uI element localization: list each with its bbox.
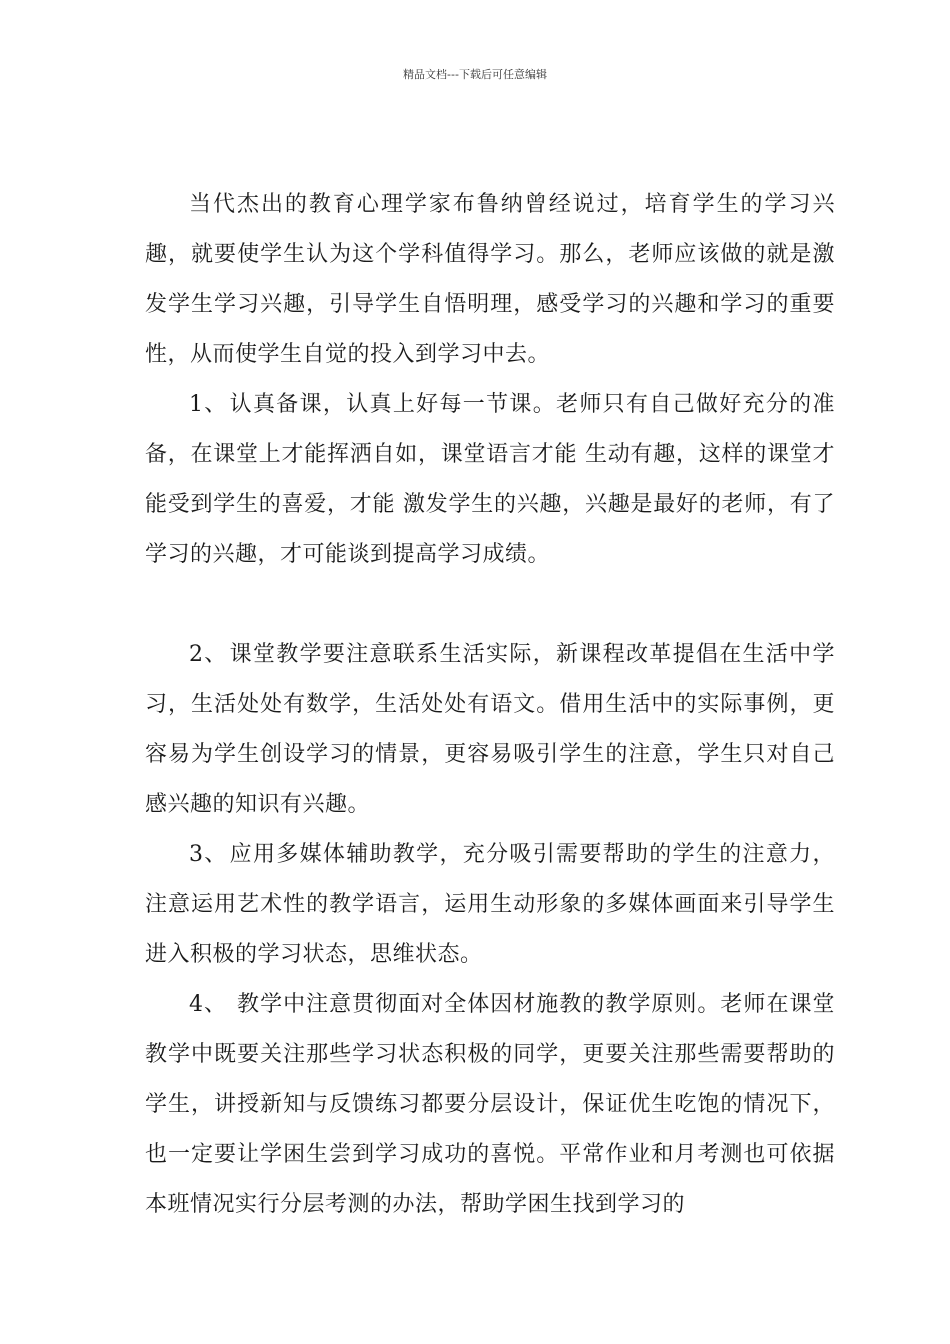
paragraph-text: 认真备课，认真上好每一节课。老师只有自己做好充分的准备，在课堂上才能挥洒自如，课堂语言才能 生动有趣，这样的课堂才能受到学生的喜爱，才能 激发学生的兴趣，兴趣是最好的老师，有了学习的兴趣，才可能谈到提高学习成绩。	[145, 392, 835, 567]
paragraph-number: 1、	[189, 392, 228, 417]
paragraph-text: 课堂教学要注意联系生活实际，新课程改革提倡在生活中学习，生活处处有数学，生活处处有语文。借用生活中的实际事例，更容易为学生创设学习的情景，更容易吸引学生的注意，学生只对自己感兴趣的知识有兴趣。	[145, 642, 835, 817]
paragraph-text: 当代杰出的教育心理学家布鲁纳曾经说过，培育学生的学习兴趣，就要使学生认为这个学科值得学习。那么，老师应该做的就是激发学生学习兴趣，引导学生自悟明理，感受学习的兴趣和学习的重要性，从而使学生自觉的投入到学习中去。	[145, 192, 835, 367]
paragraph-point-1	[145, 380, 835, 580]
paragraph-point-3	[145, 830, 835, 980]
paragraph-text: 教学中注意贯彻面对全体因材施教的教学原则。老师在课堂教学中既要关注那些学习状态积极的同学，更要关注那些需要帮助的学生，讲授新知与反馈练习都要分层设计，保证优生吃饱的情况下，也一定要让学困生尝到学习成功的喜悦。平常作业和月考测也可依据本班情况实行分层考测的办法，帮助学困生找到学习的	[145, 992, 835, 1217]
paragraph-intro	[145, 180, 835, 380]
paragraph-number: 2、	[189, 642, 228, 667]
document-body	[145, 180, 835, 1230]
paragraph-point-2	[145, 630, 835, 830]
page-header: 精品文档---下载后可任意编辑	[403, 68, 547, 81]
paragraph-point-4	[145, 980, 835, 1230]
paragraph-text: 应用多媒体辅助教学，充分吸引需要帮助的学生的注意力，注意运用艺术性的教学语言，运用生动形象的多媒体画面来引导学生进入积极的学习状态，思维状态。	[145, 842, 835, 967]
paragraph-number: 3、	[189, 842, 228, 867]
paragraph-number: 4、	[189, 992, 236, 1017]
